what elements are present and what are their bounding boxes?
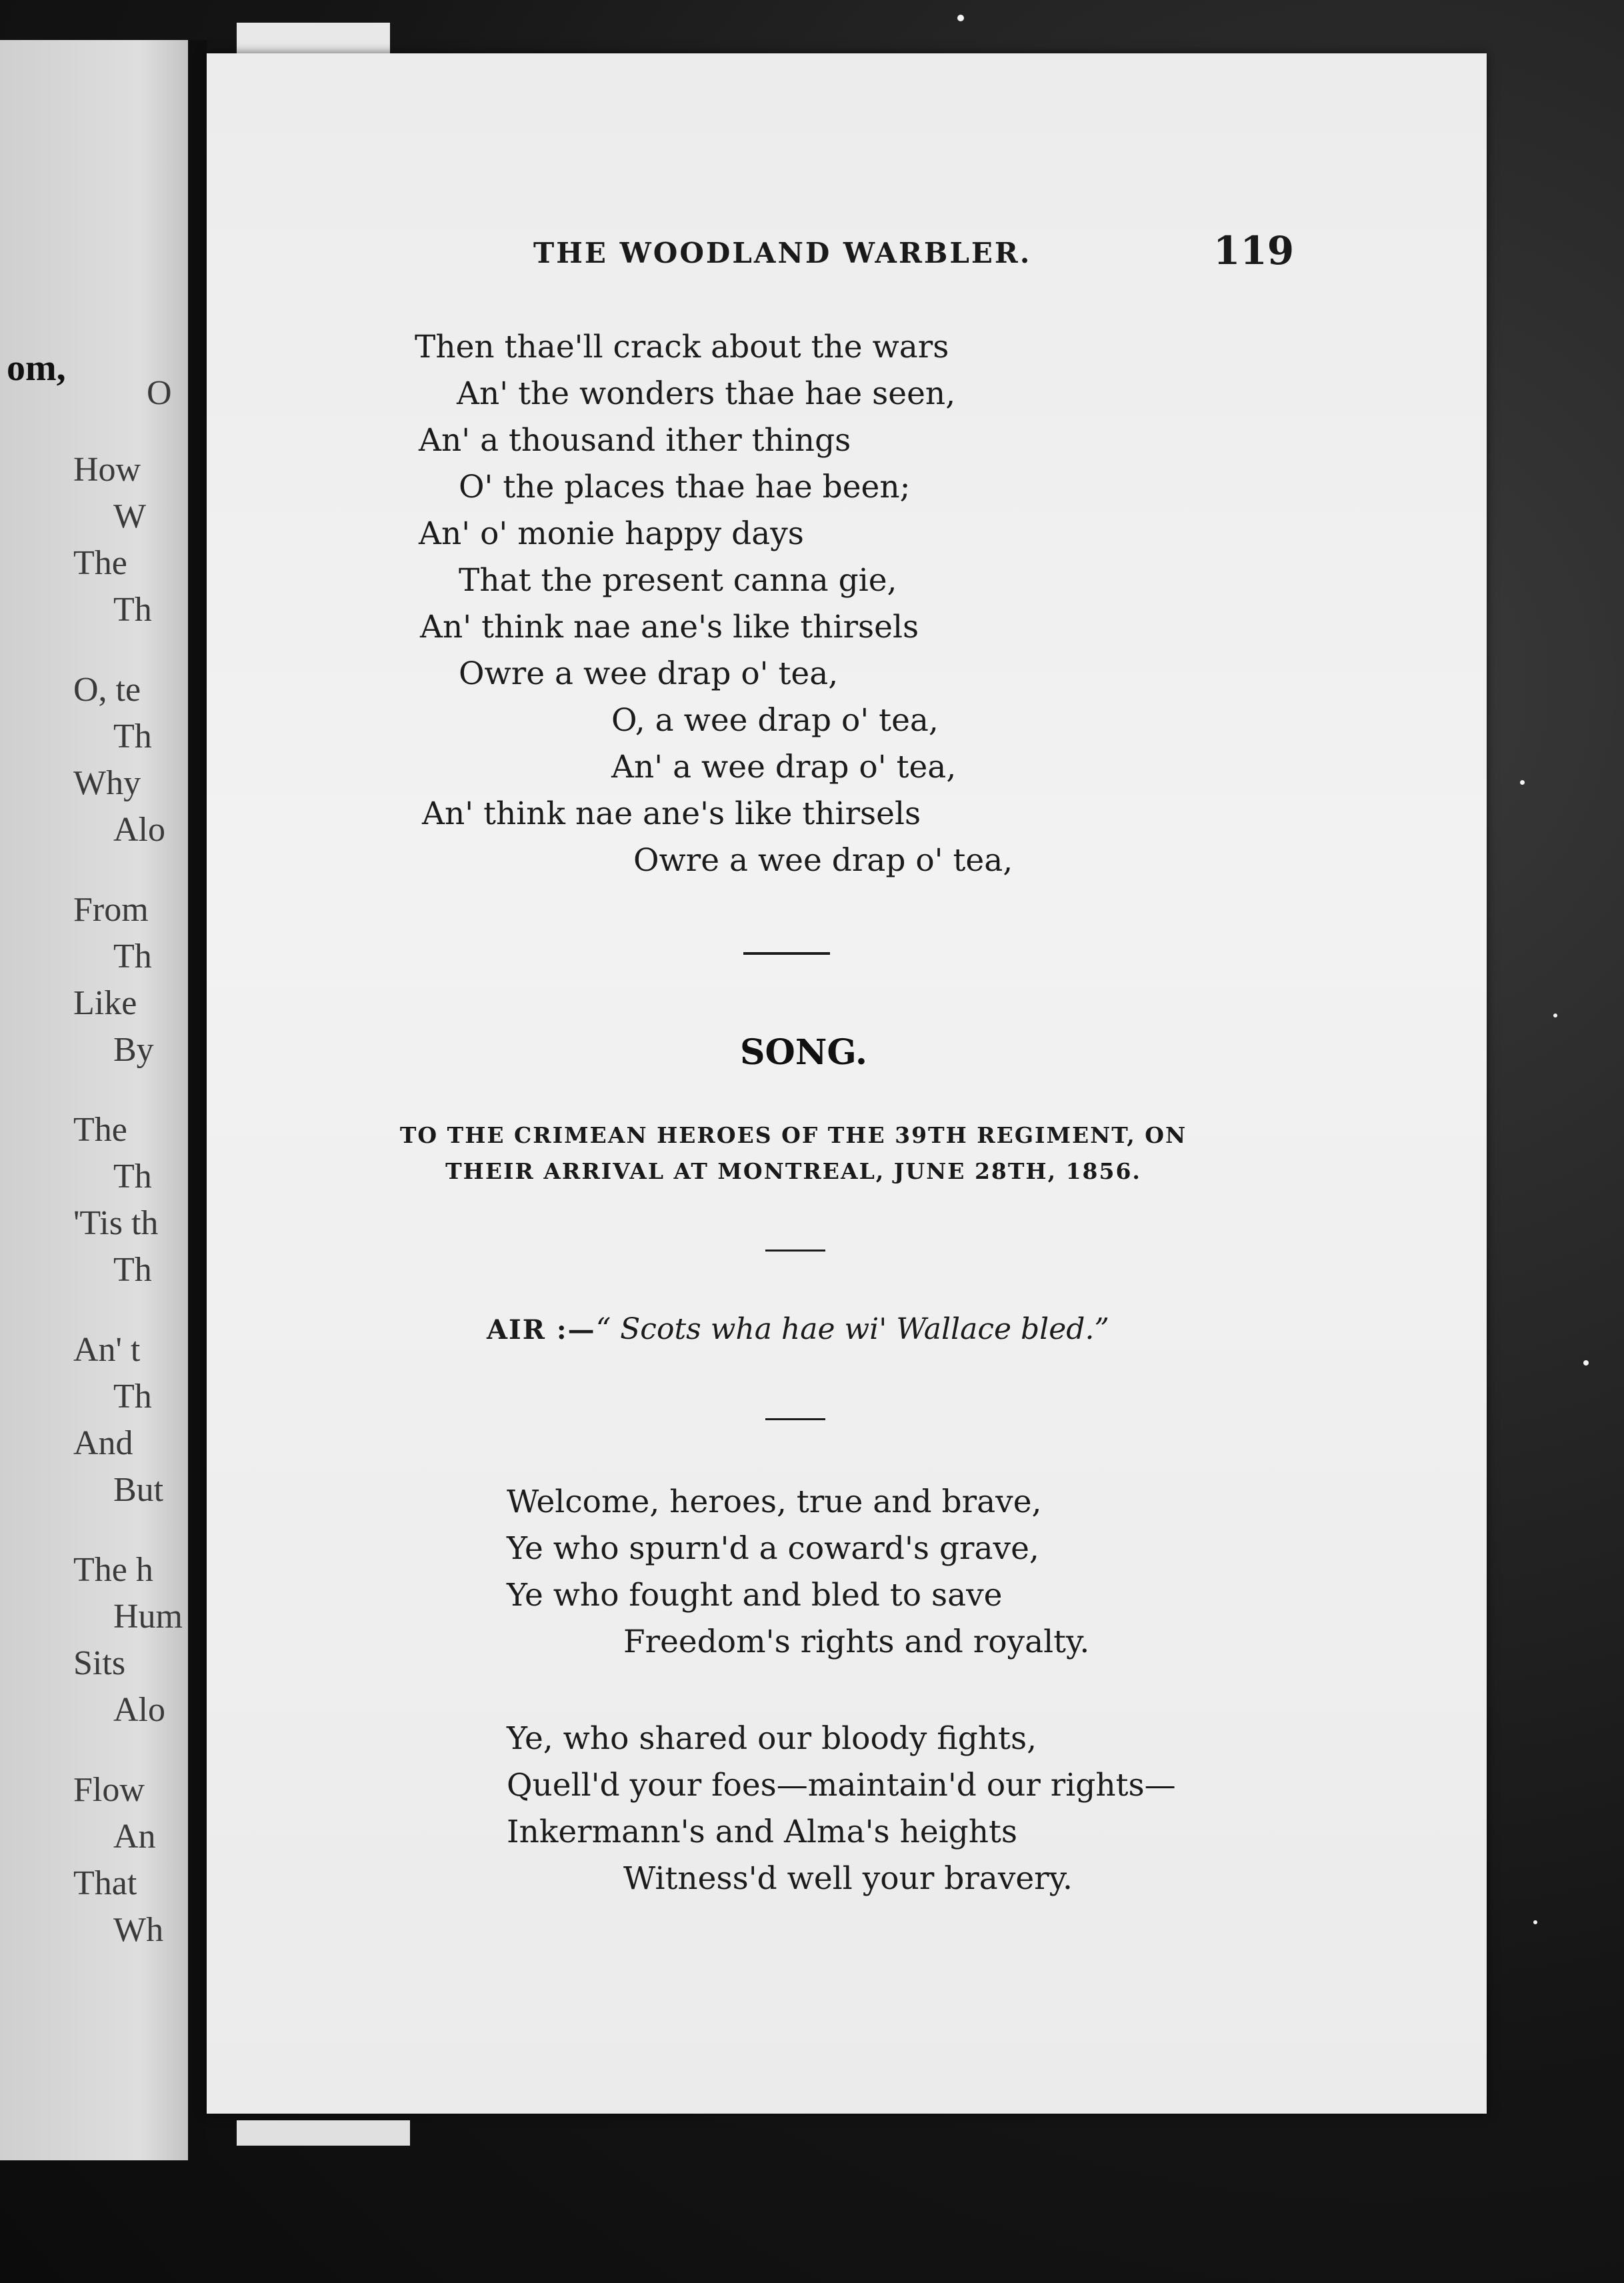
verse-line: Freedom's rights and royalty. <box>623 1624 1090 1660</box>
song-title: SONG. <box>740 1032 868 1073</box>
section-divider <box>743 952 830 955</box>
prev-page-fragment: Like <box>73 984 137 1022</box>
verse-line: Ye who spurn'd a coward's grave, <box>507 1530 1039 1567</box>
prev-page-fragment: By <box>113 1031 154 1069</box>
prev-page-fragment: Hum <box>113 1598 183 1636</box>
verse-line: Witness'd well your bravery. <box>623 1860 1073 1897</box>
air-direction <box>487 1312 1109 1346</box>
scan-speck <box>1533 1920 1537 1924</box>
verse-line: Owre a wee drap o' tea, <box>459 655 839 692</box>
air-label: AIR :— <box>487 1314 596 1346</box>
scan-speck <box>957 15 964 21</box>
prev-page-fragment: The h <box>73 1551 153 1589</box>
prev-page-fragment: And <box>73 1424 133 1462</box>
prev-page-fragment: Th <box>113 591 152 629</box>
prev-page-fragment: From <box>73 891 149 929</box>
verse-line: An' a thousand ither things <box>419 422 851 459</box>
verse-line: An' a wee drap o' tea, <box>611 749 957 785</box>
prev-page-fragment: Wh <box>113 1911 164 1949</box>
prev-page-fragment: Alo <box>113 811 165 849</box>
scan-speck <box>1520 780 1525 785</box>
prev-page-fragment: O, te <box>73 671 141 709</box>
running-title: THE WOODLAND WARBLER. <box>533 237 1032 269</box>
song-subtitle-line: TO THE CRIMEAN HEROES OF THE 39TH REGIMENT, ON <box>399 1122 1187 1148</box>
page-tab-bottom <box>237 2120 410 2146</box>
song-subtitle-line: THEIR ARRIVAL AT MONTREAL, JUNE 28TH, 1856. <box>445 1158 1141 1184</box>
previous-page-edge <box>0 40 200 2160</box>
verse-line: An' think nae ane's like thirsels <box>420 609 919 645</box>
prev-page-fragment: Th <box>113 937 152 975</box>
prev-page-fragment: Th <box>113 717 152 755</box>
prev-page-fragment: An' t <box>73 1331 141 1369</box>
prev-page-fragment: But <box>113 1471 164 1509</box>
prev-page-fragment: How <box>73 451 141 489</box>
verse-line: Ye who fought and bled to save <box>507 1577 1003 1614</box>
prev-page-fragment: Th <box>113 1158 152 1196</box>
prev-page-fragment: Alo <box>113 1691 165 1729</box>
prev-page-fragment: Sits <box>73 1644 126 1682</box>
verse-line: That the present canna gie, <box>459 562 897 599</box>
prev-page-fragment: 'Tis th <box>73 1204 159 1242</box>
verse-line: Owre a wee drap o' tea, <box>633 842 1013 879</box>
section-divider <box>765 1250 825 1252</box>
prev-page-fragment: Why <box>73 764 141 802</box>
verse-line: An' think nae ane's like thirsels <box>422 795 921 832</box>
prev-page-fragment: The <box>73 1111 127 1149</box>
prev-page-fragment: Th <box>113 1251 152 1289</box>
verse-line: Welcome, heroes, true and brave, <box>507 1484 1042 1520</box>
section-divider <box>765 1418 825 1420</box>
prev-page-fragment: The <box>73 544 127 582</box>
prev-page-fragment: om, <box>7 347 66 389</box>
verse-line: Quell'd your foes—maintain'd our rights— <box>507 1767 1176 1804</box>
prev-page-fragment: O <box>147 374 172 412</box>
verse-line: An' o' monie happy days <box>419 515 804 552</box>
prev-page-fragment: W <box>113 497 147 535</box>
scan-speck <box>1553 1013 1557 1017</box>
verse-line: O, a wee drap o' tea, <box>611 702 939 739</box>
page-number: 119 <box>1213 228 1295 273</box>
verse-line: O' the places thae hae been; <box>459 469 911 505</box>
air-tune: “ Scots wha hae wi' Wallace bled.” <box>595 1312 1109 1346</box>
prev-page-fragment: That <box>73 1864 137 1902</box>
prev-page-fragment: An <box>113 1818 156 1856</box>
verse-line: Ye, who shared our bloody fights, <box>507 1720 1037 1757</box>
book-gutter <box>188 40 207 2174</box>
prev-page-fragment: Flow <box>73 1771 145 1809</box>
verse-line: An' the wonders thae hae seen, <box>457 375 956 412</box>
verse-line: Then thae'll crack about the wars <box>415 329 949 365</box>
verse-line: Inkermann's and Alma's heights <box>507 1814 1018 1850</box>
prev-page-fragment: Th <box>113 1378 152 1416</box>
scan-speck <box>1583 1360 1589 1366</box>
